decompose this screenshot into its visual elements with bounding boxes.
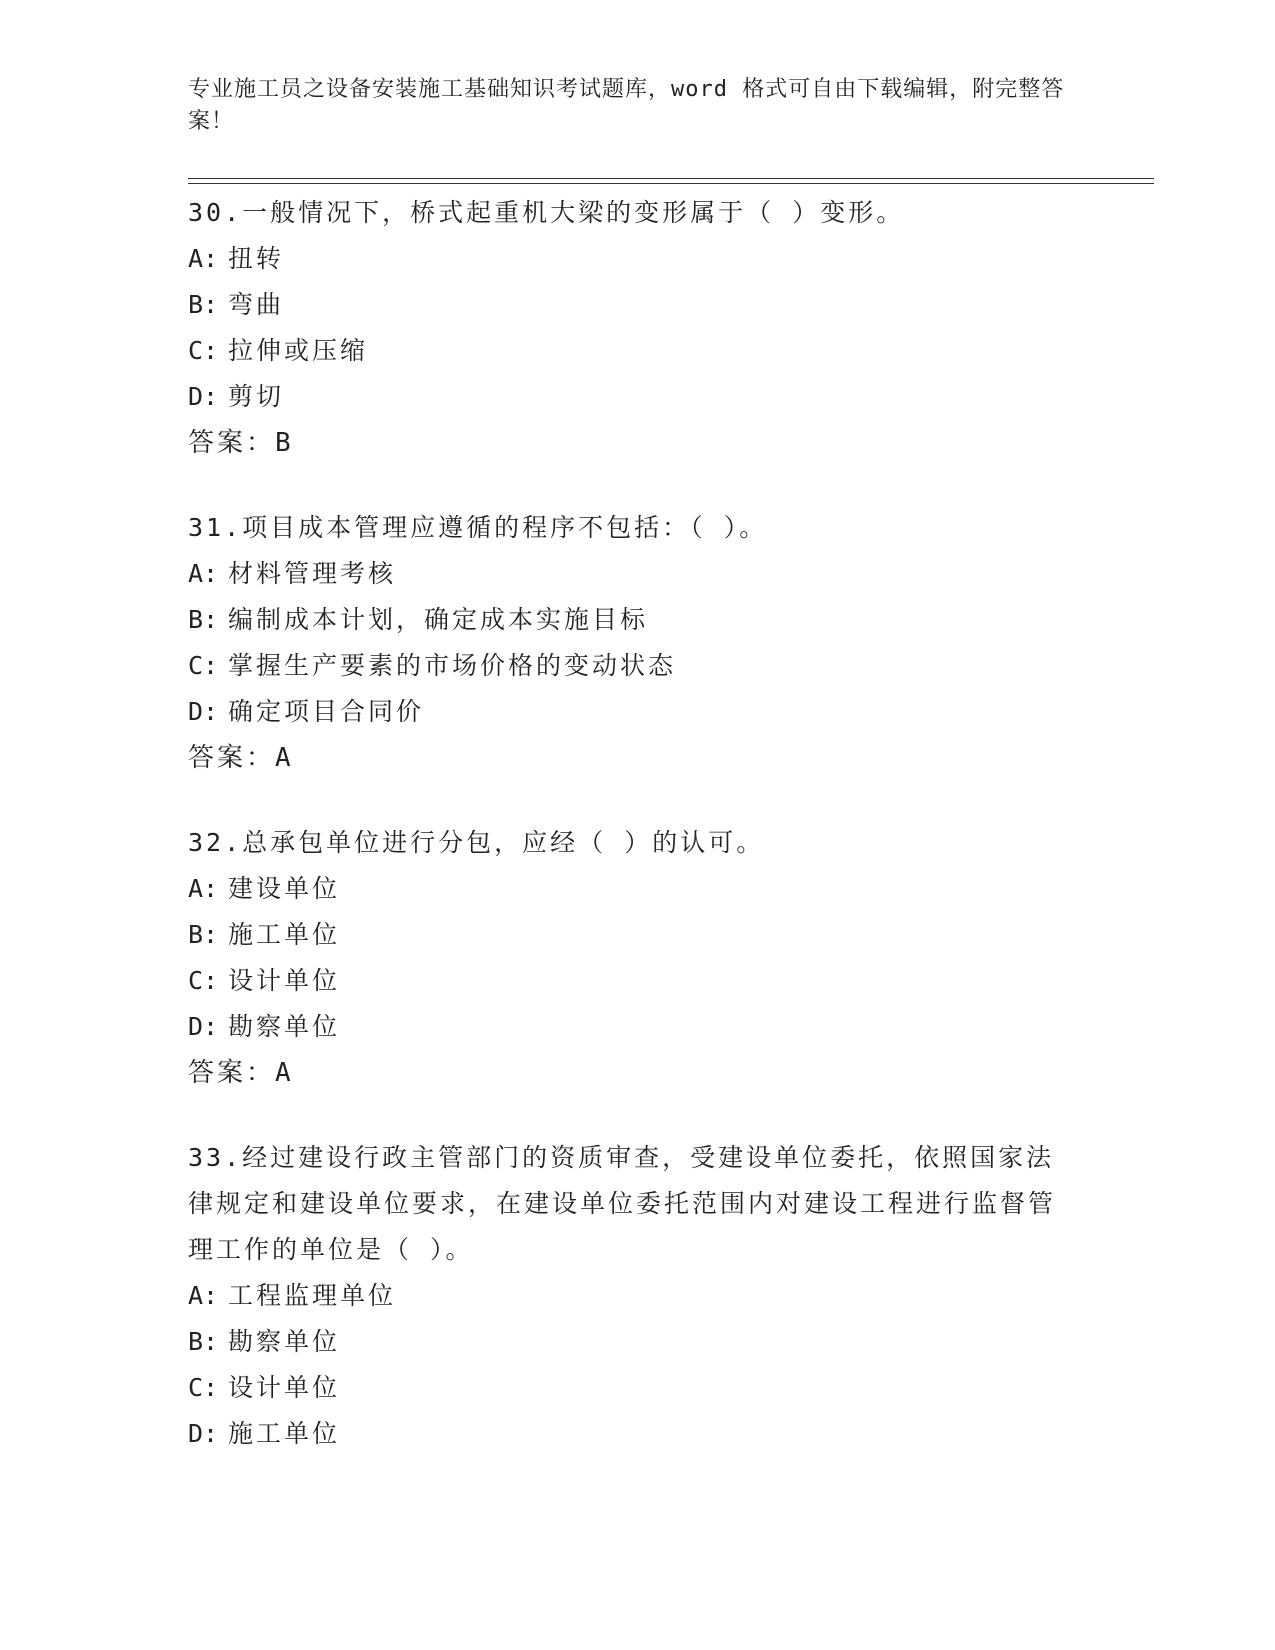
answer-value: A bbox=[275, 1058, 293, 1088]
option-a bbox=[188, 866, 1078, 912]
option-letter: C: bbox=[188, 651, 219, 680]
option-letter: C: bbox=[188, 966, 219, 995]
answer-value: B bbox=[275, 428, 293, 458]
option-d bbox=[188, 689, 1078, 735]
question-stem: 32.总承包单位进行分包，应经（ ）的认可。 bbox=[188, 828, 765, 857]
option-text: 建设单位 bbox=[228, 874, 341, 903]
option-b bbox=[188, 282, 1078, 328]
answer-label: 答案： bbox=[188, 743, 276, 773]
option-a bbox=[188, 551, 1078, 597]
option-text: 设计单位 bbox=[228, 1373, 341, 1402]
option-text: 确定项目合同价 bbox=[228, 697, 425, 726]
option-d bbox=[188, 1004, 1078, 1050]
option-letter: B: bbox=[188, 920, 219, 949]
option-a bbox=[188, 1273, 1078, 1319]
option-text: 弯曲 bbox=[228, 290, 285, 319]
option-letter: D: bbox=[188, 697, 219, 726]
option-c bbox=[188, 1365, 1078, 1411]
answer-line bbox=[188, 420, 1078, 466]
option-text: 拉伸或压缩 bbox=[228, 336, 369, 365]
option-letter: A: bbox=[188, 559, 219, 588]
question-stem: 30.一般情况下，桥式起重机大梁的变形属于（ ）变形。 bbox=[188, 198, 905, 227]
question-33 bbox=[188, 1135, 1078, 1457]
option-letter: D: bbox=[188, 1419, 219, 1448]
option-c bbox=[188, 328, 1078, 374]
header-divider-top bbox=[188, 178, 1154, 179]
option-b bbox=[188, 1319, 1078, 1365]
option-text: 编制成本计划，确定成本实施目标 bbox=[228, 605, 649, 634]
question-stem: 31.项目成本管理应遵循的程序不包括：（ ）。 bbox=[188, 513, 768, 542]
option-d bbox=[188, 374, 1078, 420]
option-text: 施工单位 bbox=[228, 920, 341, 949]
document-header: 专业施工员之设备安装施工基础知识考试题库，word 格式可自由下载编辑，附完整答案！ bbox=[188, 77, 1065, 134]
option-text: 扭转 bbox=[228, 244, 285, 273]
question-32 bbox=[188, 820, 1078, 1096]
question-30 bbox=[188, 190, 1078, 466]
option-a bbox=[188, 236, 1078, 282]
answer-value: A bbox=[275, 743, 293, 773]
option-letter: A: bbox=[188, 1281, 219, 1310]
answer-line bbox=[188, 735, 1078, 781]
option-letter: A: bbox=[188, 244, 219, 273]
option-b bbox=[188, 912, 1078, 958]
option-letter: D: bbox=[188, 382, 219, 411]
option-text: 掌握生产要素的市场价格的变动状态 bbox=[228, 651, 677, 680]
option-text: 设计单位 bbox=[228, 966, 341, 995]
option-letter: A: bbox=[188, 874, 219, 903]
option-text: 剪切 bbox=[228, 382, 285, 411]
question-stem: 33.经过建设行政主管部门的资质审查，受建设单位委托，依照国家法律规定和建设单位要求，在建设单位委托范围内对建设工程进行监督管理工作的单位是（ ）。 bbox=[188, 1143, 1057, 1264]
answer-label: 答案： bbox=[188, 428, 276, 458]
option-text: 材料管理考核 bbox=[228, 559, 397, 588]
question-31 bbox=[188, 505, 1078, 781]
option-b bbox=[188, 597, 1078, 643]
option-text: 工程监理单位 bbox=[228, 1281, 397, 1310]
option-c bbox=[188, 958, 1078, 1004]
option-d bbox=[188, 1411, 1078, 1457]
header-divider-bottom bbox=[188, 183, 1154, 184]
option-c bbox=[188, 643, 1078, 689]
option-letter: B: bbox=[188, 290, 219, 319]
option-text: 施工单位 bbox=[228, 1419, 341, 1448]
answer-label: 答案： bbox=[188, 1058, 276, 1088]
option-letter: D: bbox=[188, 1012, 219, 1041]
option-text: 勘察单位 bbox=[228, 1327, 341, 1356]
option-letter: B: bbox=[188, 1327, 219, 1356]
option-letter: C: bbox=[188, 336, 219, 365]
option-letter: C: bbox=[188, 1373, 219, 1402]
answer-line bbox=[188, 1050, 1078, 1096]
option-letter: B: bbox=[188, 605, 219, 634]
option-text: 勘察单位 bbox=[228, 1012, 341, 1041]
